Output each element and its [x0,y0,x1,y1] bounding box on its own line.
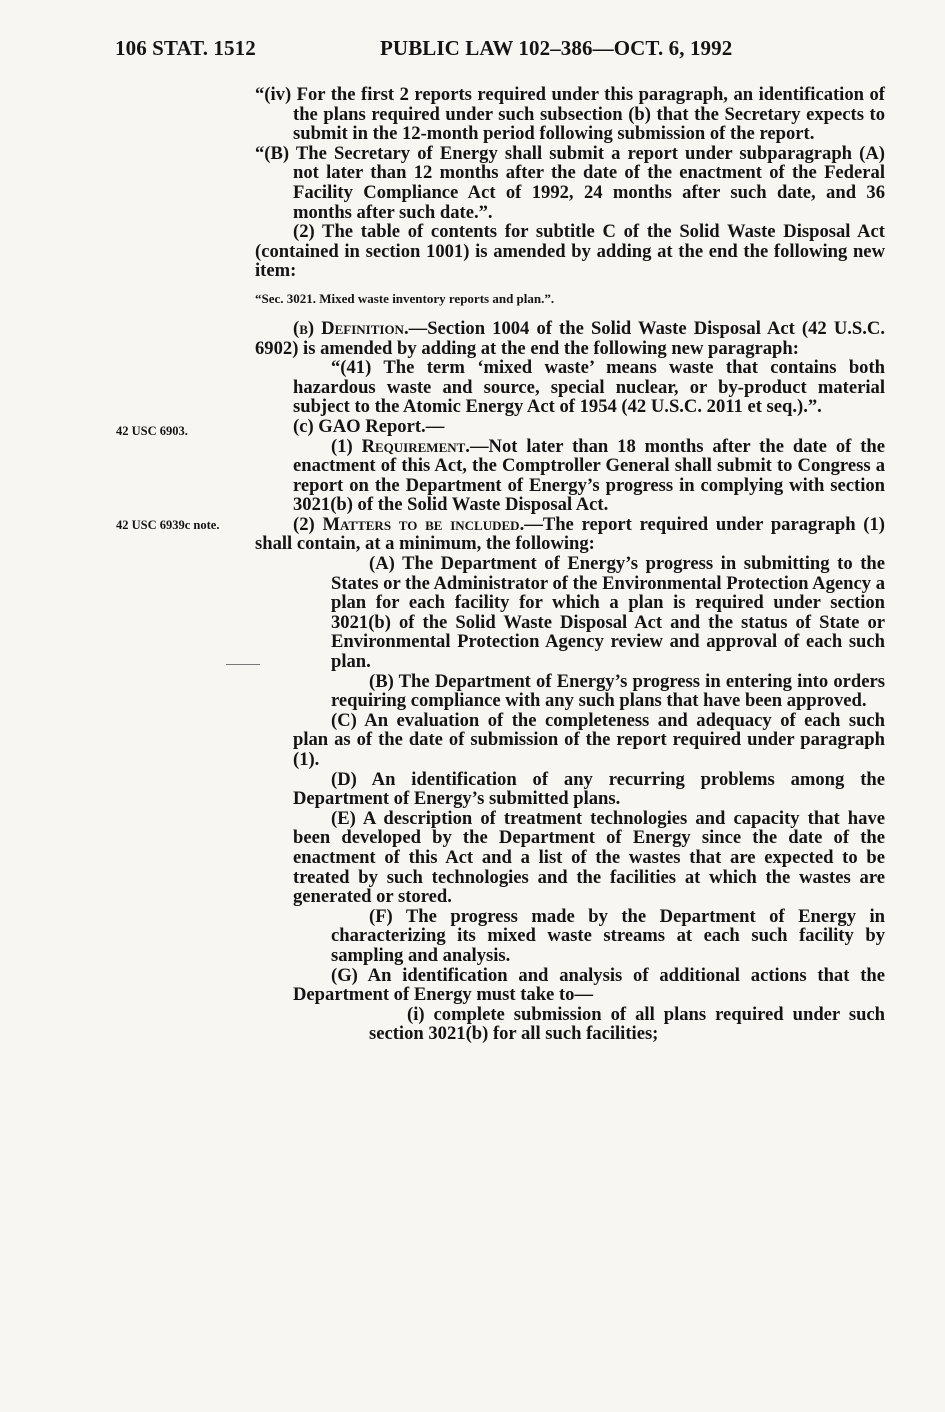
subparagraph-c: (C) An evaluation of the completeness and adequacy of each such plan as of the date of submission of the report required under paragraph (1). [293,709,885,770]
page-stat-citation: 106 STAT. 1512 [115,36,256,60]
statute-body [255,85,885,1044]
margin-note-usc-6939c: 42 USC 6939c note. [116,518,220,532]
margin-note-usc-6903: 42 USC 6903. [116,424,188,438]
subparagraph-a: (A) The Department of Energy’s progress in submitting to the States or the Administrator of the Environmental Protection Agency a plan for each facility for which a plan is required under section 3021(b) of the Solid Waste Disposal Act and the status of State or Environmental Protection Agency review and approval of each such plan. [331,553,885,673]
subparagraph-e: (E) A description of treatment technologies and capacity that have been developed by the Department of Energy since the date of the enactment of this Act and a list of the wastes that are expected to be treated by such technologies and the facilities at which the wastes are generated or stored. [293,807,885,908]
subsection-c-heading: (c) GAO Report.— [293,415,445,437]
paragraph-41: “(41) The term ‘mixed waste’ means waste that contains both hazardous waste and source, special nuclear, or by-product material subject to the Atomic Energy Act of 1954 (42 U.S.C. 2011 et seq.).”. [293,357,885,418]
subparagraph-d: (D) An identification of any recurring problems among the Department of Energy’s submitted plans. [293,768,885,810]
clause-iv: “(iv) For the first 2 reports required under this paragraph, an identification of the plans required under such subsection (b) that the Secretary expects to submit in the 12-month period following submission of the report. [255,84,885,145]
toc-new-item: “Sec. 3021. Mixed waste inventory reports and plan.”. [255,290,555,306]
paragraph-c1-text: Not later than 18 months after the date of the enactment of this Act, the Comptroller General shall submit to Congress a report on the Department of Energy’s progress in complying with section 3021(b) of the Solid Waste Disposal Act. [293,435,885,516]
paragraph-c1 [255,437,885,515]
paragraph-2-toc-amendment: (2) The table of contents for subtitle C of the Solid Waste Disposal Act (contained in section 1001) is amended by adding at the end the following new item: [255,221,885,282]
subparagraph-b2: (B) The Department of Energy’s progress in entering into orders requiring compliance with any such plans that have been approved. [331,670,885,712]
paragraph-c2 [255,515,885,554]
running-header: PUBLIC LAW 102–386—OCT. 6, 1992 [380,36,733,60]
paragraph-c2-text: The report required under paragraph (1) shall contain, at a minimum, the following: [255,513,885,555]
subsection-b-heading: (b) Definition.— [293,317,428,339]
subparagraph-f: (F) The progress made by the Department of Energy in characterizing its mixed waste streams at each such facility by sampling and analysis. [331,905,885,966]
paragraph-c1-heading: (1) Requirement.— [331,435,489,457]
subsection-b-definition [255,319,885,358]
subparagraph-b: “(B) The Secretary of Energy shall submit a report under subparagraph (A) not later than 12 months after the date of the enactment of the Federal Facility Compliance Act of 1992, 24 months after such date, and 36 months after such date.”. [255,142,885,223]
clause-i: (i) complete submission of all plans required under such section 3021(b) for all such facilities; [369,1003,885,1045]
subsection-b-text: Section 1004 of the Solid Waste Disposal Act (42 U.S.C. 6902) is amended by adding at the end the following new paragraph: [255,317,885,359]
subparagraph-g: (G) An identification and analysis of additional actions that the Department of Energy must take to— [293,964,885,1006]
paragraph-c2-heading: (2) Matters to be included.— [293,513,543,535]
